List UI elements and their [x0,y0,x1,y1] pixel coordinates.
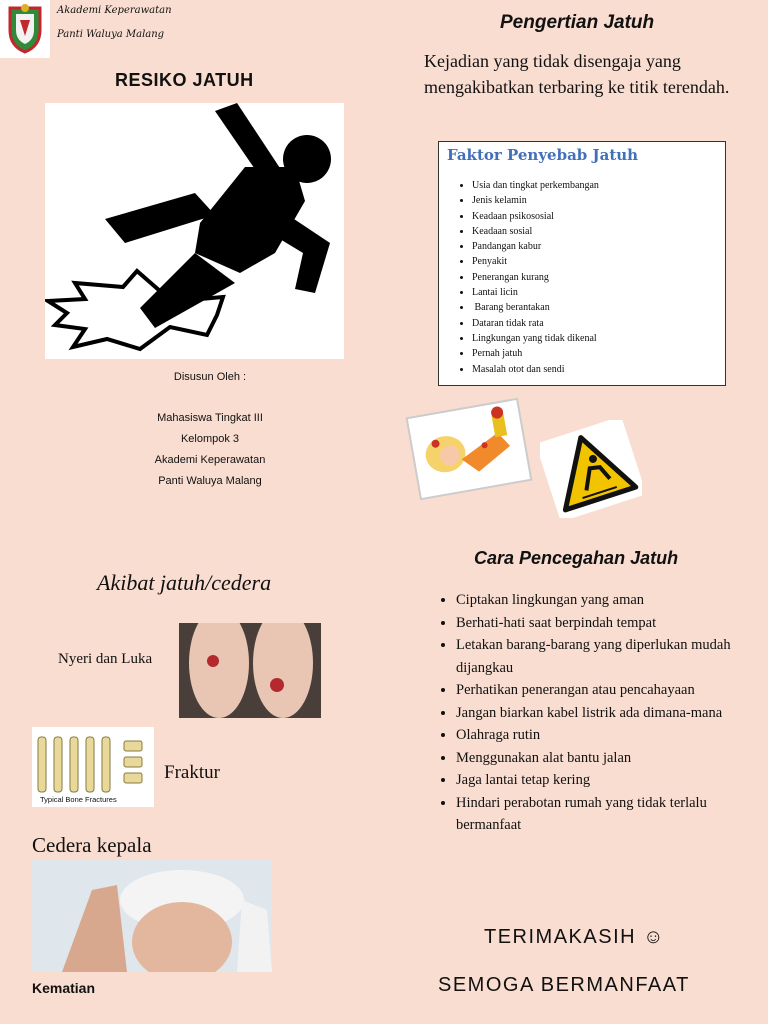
list-item: • Jenis kelamin [472,193,599,208]
list-item: • Lantai licin [472,285,599,300]
credits-line: Kelompok 3 [180,433,240,445]
list-item: • Berhati-hati saat berpindah tempat [456,612,766,635]
section-title-akibat: Akibat jatuh/cedera [97,570,272,595]
prevention-title: Cara Pencegahan Jatuh [474,548,679,568]
fraktur-label: Fraktur [164,762,220,783]
page-title: RESIKO JATUH [115,70,254,90]
list-item: • Menggunakan alat bantu jalan [456,747,766,770]
list-item: • Barang berantakan [472,300,599,315]
credits-line: Panti Waluya Malang [158,475,262,487]
factor-box [438,141,726,386]
falling-cartoon-illustration [405,398,533,500]
list-item: • Dataran tidak rata [472,316,599,331]
list-item: • Jangan biarkan kabel listrik ada dimana-mana [456,702,766,725]
thanks-text: TERIMAKASIH ☺ [484,926,666,948]
list-item: • Lingkungan yang tidak dikenal [472,331,599,346]
credits-line: Disusun Oleh : [173,371,247,383]
list-item: • Letakan barang-barang yang diperlukan mudah dijangkau [456,634,766,679]
list-item: • Ciptakan lingkungan yang aman [456,589,766,612]
institution-name-line1: Akademi Keperawatan [57,5,172,16]
prevention-list [437,589,766,837]
list-item: • Pernah jatuh [472,346,599,361]
nyeri-label: Nyeri dan Luka [58,651,153,667]
list-item: • Masalah otot dan sendi [472,362,599,377]
list-item: • Pandangan kabur [472,239,599,254]
list-item: • Hindari perabotan rumah yang tidak terlalu bermanfaat [456,792,766,837]
list-item: • Penyakit [472,254,599,269]
definition-text: Kejadian yang tidak disengaja yang mengakibatkan terbaring ke titik terendah. [424,51,730,97]
head-injury-photo [32,860,272,972]
list-item: • Usia dan tingkat perkembangan [472,178,599,193]
factor-title: Faktor Penyebab Jatuh [447,146,639,164]
list-item: • Olahraga rutin [456,724,766,747]
cedera-kepala-label: Cedera kepala [32,833,152,857]
knee-wound-photo [179,623,321,718]
list-item: • Perhatikan penerangan atau pencahayaan [456,679,766,702]
list-item: • Keadaan psikososial [472,209,599,224]
fracture-caption: Typical Bone Fractures [40,795,117,804]
list-item: • Keadaan sosial [472,224,599,239]
institution-crest-icon [0,0,50,58]
credits-line: Mahasiswa Tingkat III [157,412,263,424]
credits-line: Akademi Keperawatan [154,454,266,466]
factor-list [472,178,599,377]
kematian-label: Kematian [32,980,96,996]
bone-fracture-diagram [32,727,154,807]
falling-person-icon [45,103,344,359]
list-item: • Penerangan kurang [472,270,599,285]
institution-name-line2: Panti Waluya Malang [57,29,165,40]
definition-title: Pengertian Jatuh [500,12,655,33]
slippery-floor-warning-icon [540,420,642,518]
closing-text: SEMOGA BERMANFAAT [438,974,690,996]
list-item: • Jaga lantai tetap kering [456,769,766,792]
